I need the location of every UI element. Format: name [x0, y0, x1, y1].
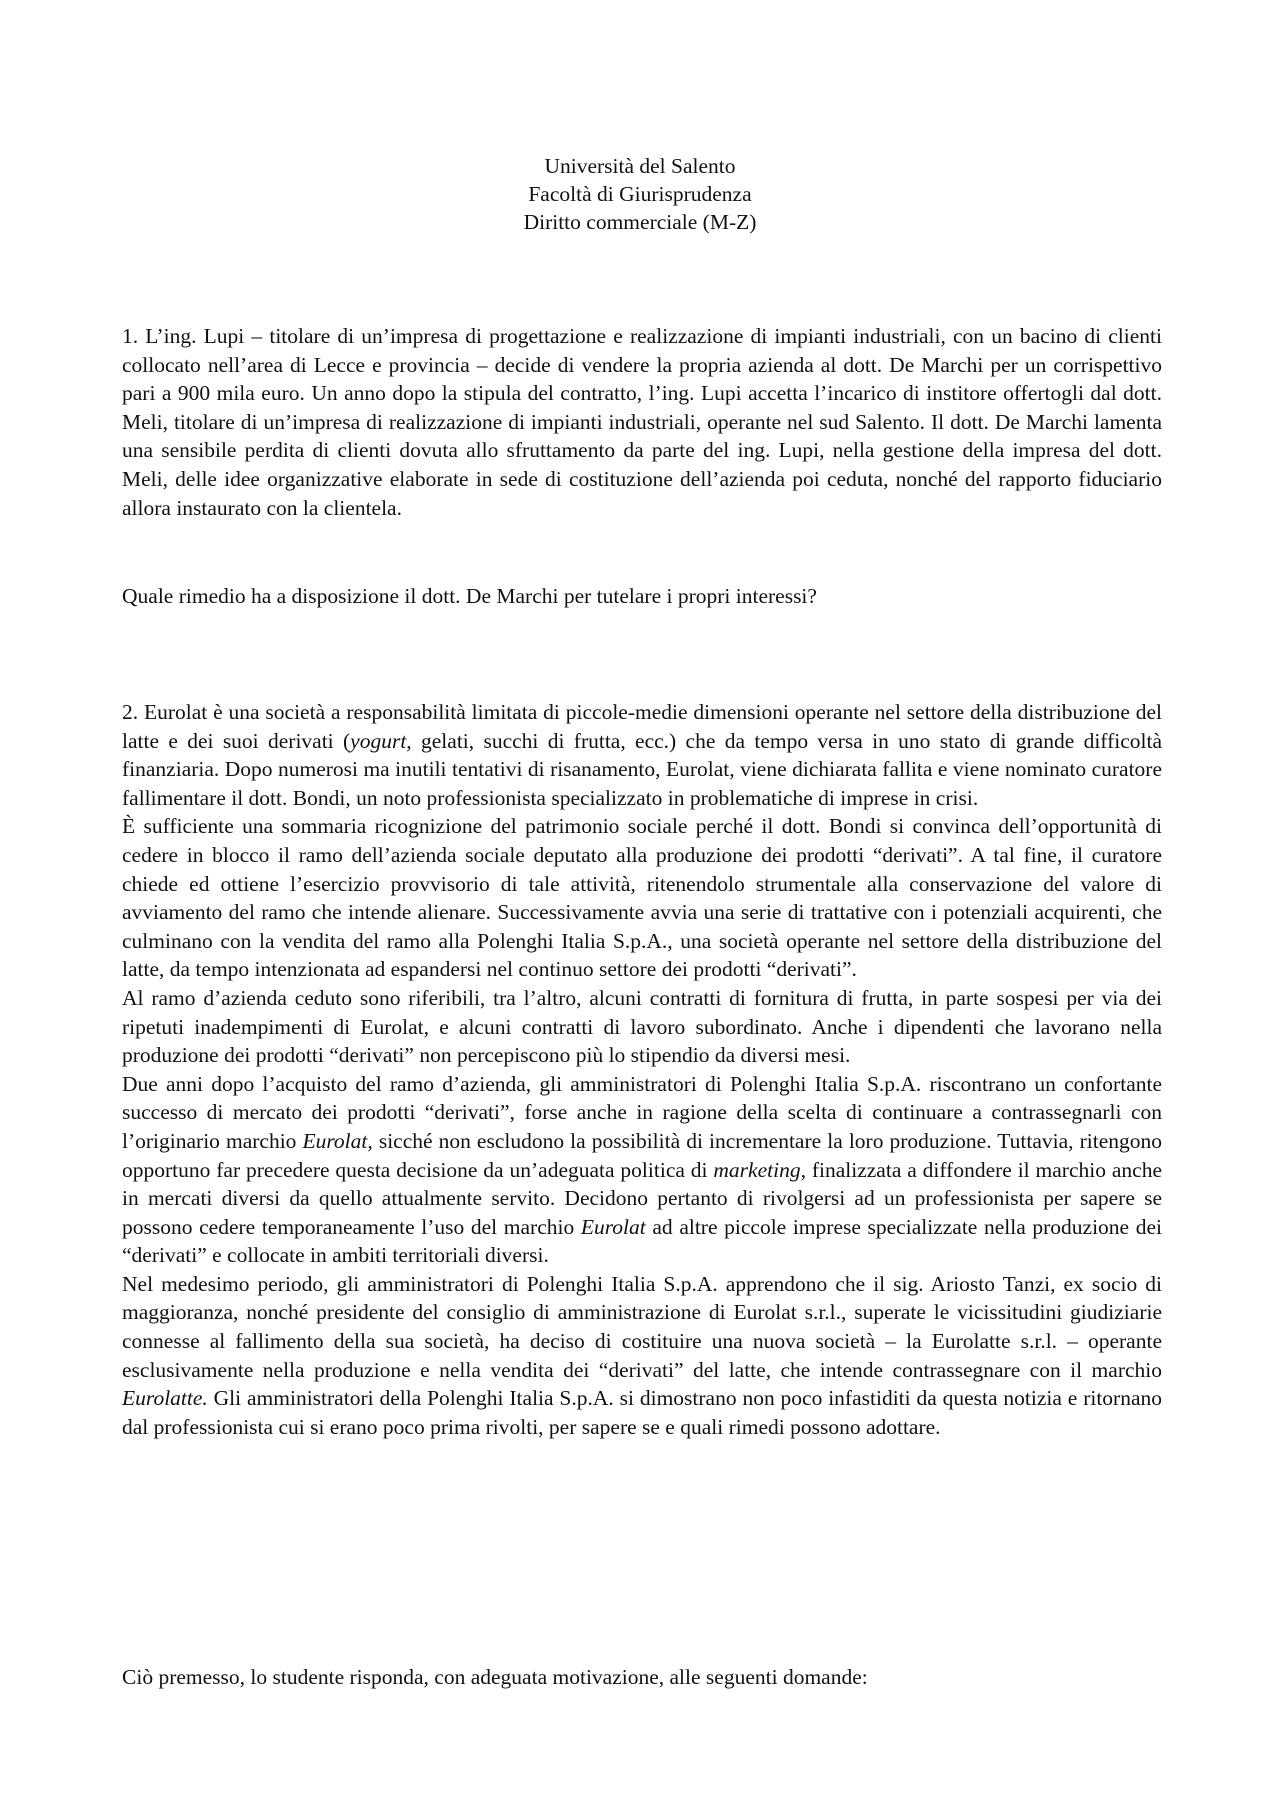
italic-term: Eurolat: [580, 1214, 646, 1239]
university-name: Università del Salento: [544, 154, 736, 178]
case-2-paragraph-3: Al ramo d’azienda ceduto sono riferibili, tra l’altro, alcuni contratti di fornitura di frutta, in parte sospesi per via dei ripetuti inadempimenti di Eurolat, e alcuni contratti di lavoro subordinato. Anche i dipendenti che lavorano nella produzione dei prodotti “derivati” non percepiscono più lo stipendio da diversi mesi.: [122, 985, 1162, 1068]
text-run: Nel medesimo periodo, gli amministratori di Polenghi Italia S.p.A. apprendono che il sig. Ariosto Tanzi, ex socio di maggioranza, nonché presidente del consiglio di amministrazione di Eurolat s.r.l., superate le vicissitudini giudiziarie connesse al fallimento della sua società, ha deciso di costituire una nuova società – la Eurolatte s.r.l. – operante esclusivamente nella produzione e nella vendita dei “derivati” del latte, che intende contrassegnare con il marchio: [122, 1271, 1162, 1382]
course-name: Diritto commerciale (M-Z): [523, 210, 757, 234]
text-run: ad altre piccole imprese specializzate nella produzione dei “derivati” e collocate in ambiti territoriali diversi.: [122, 1214, 1162, 1268]
text-run: finalizzata a diffondere il marchio anche in mercati diversi da quello attualmente servito. Decidono pertanto di rivolgersi ad un professionista per sapere se possono cedere temporaneamente l’uso del marchio: [122, 1157, 1162, 1239]
document-header: [0, 152, 1280, 236]
case-1-question: Quale rimedio ha a disposizione il dott. De Marchi per tutelare i propri interessi?: [122, 584, 817, 608]
case-2-paragraph-1: [122, 698, 1162, 812]
closing-instruction: Ciò premesso, lo studente risponda, con adeguata motivazione, alle seguenti domande:: [122, 1665, 868, 1689]
text-run: gelati, succhi di frutta, ecc.) che da tempo versa in uno stato di grande difficoltà finanziaria. Dopo numerosi ma inutili tentativi di risanamento, Eurolat, viene dichiarata fallita e viene nominato curatore fallimentare il dott. Bondi, un noto professionista specializzato in problematiche di imprese in crisi.: [122, 728, 1162, 810]
case-2-paragraph-5: [122, 1270, 1162, 1442]
case-2-paragraph-4: [122, 1070, 1162, 1270]
text-run: Gli amministratori della Polenghi Italia S.p.A. si dimostrano non poco infastiditi da questa notizia e ritornano dal professionista cui si erano poco prima rivolti, per sapere se e quali rimedi possono adottare.: [122, 1386, 1162, 1439]
text-run: 2. Eurolat è una società a responsabilità limitata di piccole-medie dimensioni operante nel settore della distribuzione del latte e dei suoi derivati (: [122, 700, 1162, 753]
text-run: Due anni dopo l’acquisto del ramo d’azienda, gli amministratori di Polenghi Italia S.p.A. riscontrano un confortante successo di mercato dei prodotti “derivati”, forse anche in ragione della scelta di continuare a contrassegnarli con l’originario marchio: [122, 1071, 1162, 1153]
case-1-text: 1. L’ing. Lupi – titolare di un’impresa di progettazione e realizzazione di impianti industriali, con un bacino di clienti collocato nell’area di Lecce e provincia – decide di vendere la propria azienda al dott. De Marchi per un corrispettivo pari a 900 mila euro. Un anno dopo la stipula del contratto, l’ing. Lupi accetta l’incarico di institore offertogli dal dott. Meli, titolare di un’impresa di realizzazione di impianti industriali, operante nel sud Salento. Il dott. De Marchi lamenta una sensibile perdita di clienti dovuta allo sfruttamento da parte del ing. Lupi, nella gestione della impresa del dott. Meli, delle idee organizzative elaborate in sede di costituzione dell’azienda poi ceduta, nonché del rapporto fiduciario allora instaurato con la clientela.: [122, 324, 1162, 520]
faculty-name: Facoltà di Giurisprudenza: [528, 182, 752, 206]
italic-term: marketing,: [713, 1157, 806, 1182]
case-1-paragraph: [122, 322, 1162, 522]
case-2-paragraph-2: È sufficiente una sommaria ricognizione del patrimonio sociale perché il dott. Bondi si convinca dell’opportunità di cedere in blocco il ramo dell’azienda sociale deputato alla produzione dei prodotti “derivati”. A tal fine, il curatore chiede ed ottiene l’esercizio provvisorio di tale attività, ritenendolo strumentale alla conservazione del valore di avviamento del ramo che intende alienare. Successivamente avvia una serie di trattative con i potenziali acquirenti, che culminano con la vendita del ramo alla Polenghi Italia S.p.A., una società operante nel settore della distribuzione del latte, da tempo intenzionata ad espandersi nel continuo settore dei prodotti “derivati”.: [122, 814, 1162, 982]
italic-term: Eurolatte.: [122, 1386, 208, 1411]
text-run: sicché non escludono la possibilità di incrementare la loro produzione. Tuttavia, ritengono opportuno far precedere questa decisione da un’adeguata politica di: [122, 1128, 1162, 1182]
case-2-section: [122, 698, 1162, 1441]
italic-term: Eurolat,: [302, 1128, 373, 1153]
italic-term: yogurt,: [350, 728, 412, 753]
